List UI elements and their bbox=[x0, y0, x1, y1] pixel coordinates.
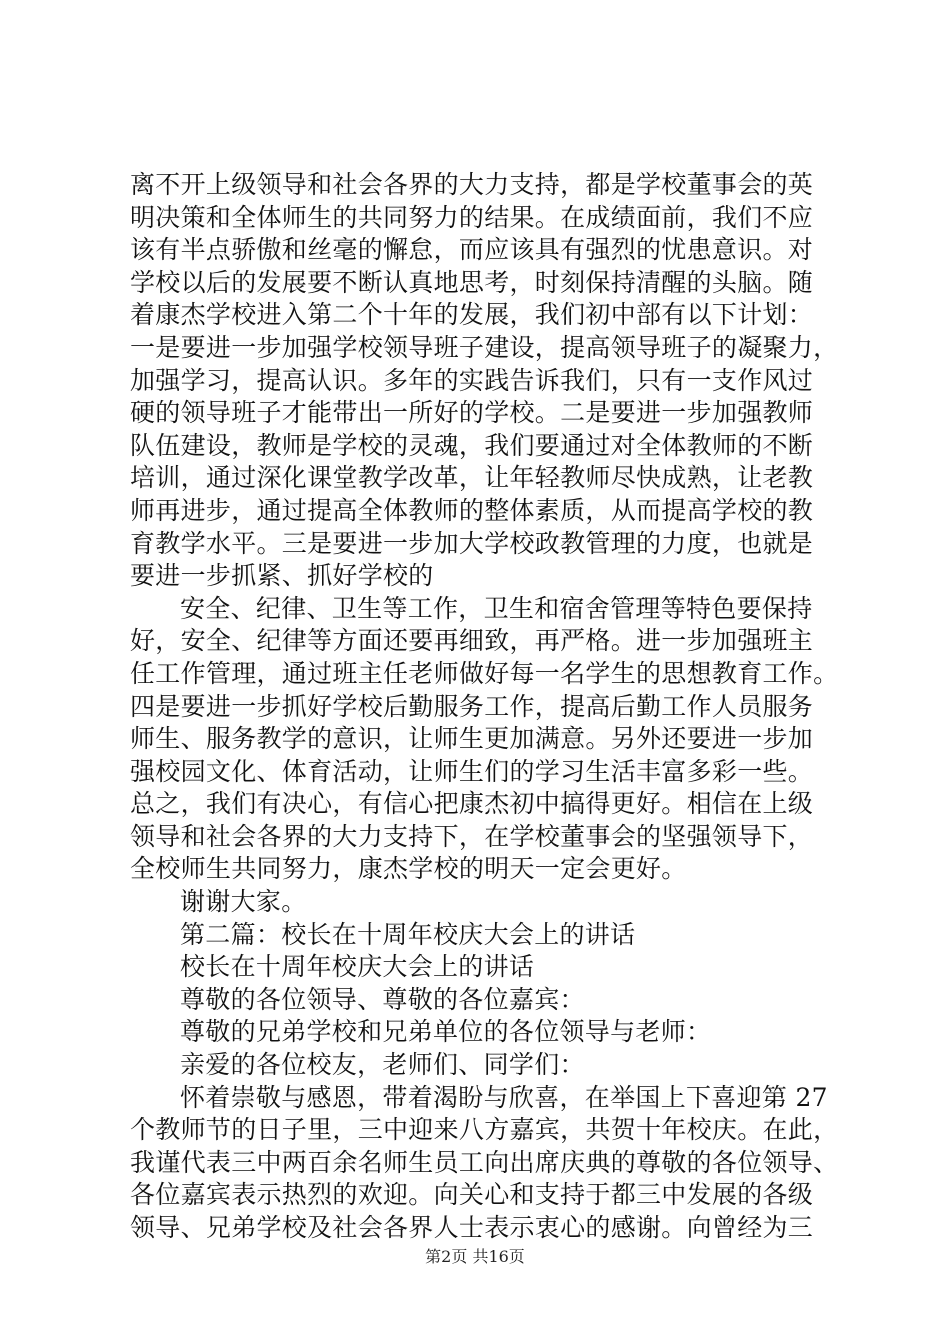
text-line: 好，安全、纪律等方面还要再细致，再严格。进一步加强班主 bbox=[130, 626, 814, 656]
text-line: 离不开上级领导和社会各界的大力支持，都是学校董事会的英 bbox=[130, 170, 814, 199]
text-line: 该有半点骄傲和丝毫的懈怠，而应该具有强烈的忧患意识。对 bbox=[130, 235, 814, 265]
text-line: 个教师节的日子里，三中迎来八方嘉宾，共贺十年校庆。在此， bbox=[130, 1115, 839, 1145]
text-line: 领导、兄弟学校及社会各界人士表示衷心的感谢。向曾经为三 bbox=[130, 1213, 814, 1242]
text-line: 队伍建设，教师是学校的灵魂，我们要通过对全体教师的不断 bbox=[130, 430, 814, 460]
text-line: 总之，我们有决心，有信心把康杰初中搞得更好。相信在上级 bbox=[130, 789, 814, 819]
text-line: 安全、纪律、卫生等工作，卫生和宿舍管理等特色要保持 bbox=[180, 593, 813, 623]
text-line: 着康杰学校进入第二个十年的发展，我们初中部有以下计划： bbox=[130, 300, 814, 330]
text-line: 怀着崇敬与感恩，带着渴盼与欣喜，在举国上下喜迎第 27 bbox=[180, 1082, 828, 1112]
text-line: 硬的领导班子才能带出一所好的学校。二是要进一步加强教师 bbox=[130, 398, 814, 428]
text-line: 师再进步，通过提高全体教师的整体素质，从而提高学校的教 bbox=[130, 495, 814, 525]
text-line: 强校园文化、体育活动，让师生们的学习生活丰富多彩一些。 bbox=[130, 756, 814, 786]
text-line: 任工作管理，通过班主任老师做好每一名学生的思想教育工作。 bbox=[130, 658, 839, 688]
text-line: 育教学水平。三是要进一步加大学校政教管理的力度，也就是 bbox=[130, 528, 814, 558]
text-line: 师生、服务教学的意识，让师生更加满意。另外还要进一步加 bbox=[130, 724, 814, 754]
text-line: 校长在十周年校庆大会上的讲话 bbox=[180, 952, 535, 982]
text-line: 领导和社会各界的大力支持下，在学校董事会的坚强领导下， bbox=[130, 821, 814, 851]
text-line: 尊敬的各位领导、尊敬的各位嘉宾： bbox=[180, 984, 585, 1014]
text-line: 亲爱的各位校友，老师们、同学们： bbox=[180, 1050, 585, 1080]
text-line: 要进一步抓紧、抓好学校的 bbox=[130, 561, 434, 591]
text-line: 谢谢大家。 bbox=[180, 887, 307, 917]
text-line: 明决策和全体师生的共同努力的结果。在成绩面前，我们不应 bbox=[130, 202, 814, 232]
text-line: 学校以后的发展要不断认真地思考，时刻保持清醒的头脑。随 bbox=[130, 267, 814, 297]
text-line: 培训，通过深化课堂教学改革，让年轻教师尽快成熟，让老教 bbox=[130, 463, 814, 493]
text-line: 一是要进一步加强学校领导班子建设，提高领导班子的凝聚力， bbox=[130, 332, 839, 362]
text-line: 四是要进一步抓好学校后勤服务工作，提高后勤工作人员服务 bbox=[130, 691, 814, 721]
text-line: 尊敬的兄弟学校和兄弟单位的各位领导与老师： bbox=[180, 1017, 712, 1047]
text-line: 全校师生共同努力，康杰学校的明天一定会更好。 bbox=[130, 854, 687, 884]
text-line: 加强学习，提高认识。多年的实践告诉我们，只有一支作风过 bbox=[130, 365, 814, 395]
text-line: 各位嘉宾表示热烈的欢迎。向关心和支持于都三中发展的各级 bbox=[130, 1180, 814, 1210]
page-footer: 第2页 共16页 bbox=[425, 1247, 525, 1266]
text-line: 第二篇：校长在十周年校庆大会上的讲话 bbox=[180, 919, 636, 949]
body-text bbox=[130, 169, 850, 1245]
text-line: 我谨代表三中两百余名师生员工向出席庆典的尊敬的各位领导、 bbox=[130, 1147, 839, 1177]
